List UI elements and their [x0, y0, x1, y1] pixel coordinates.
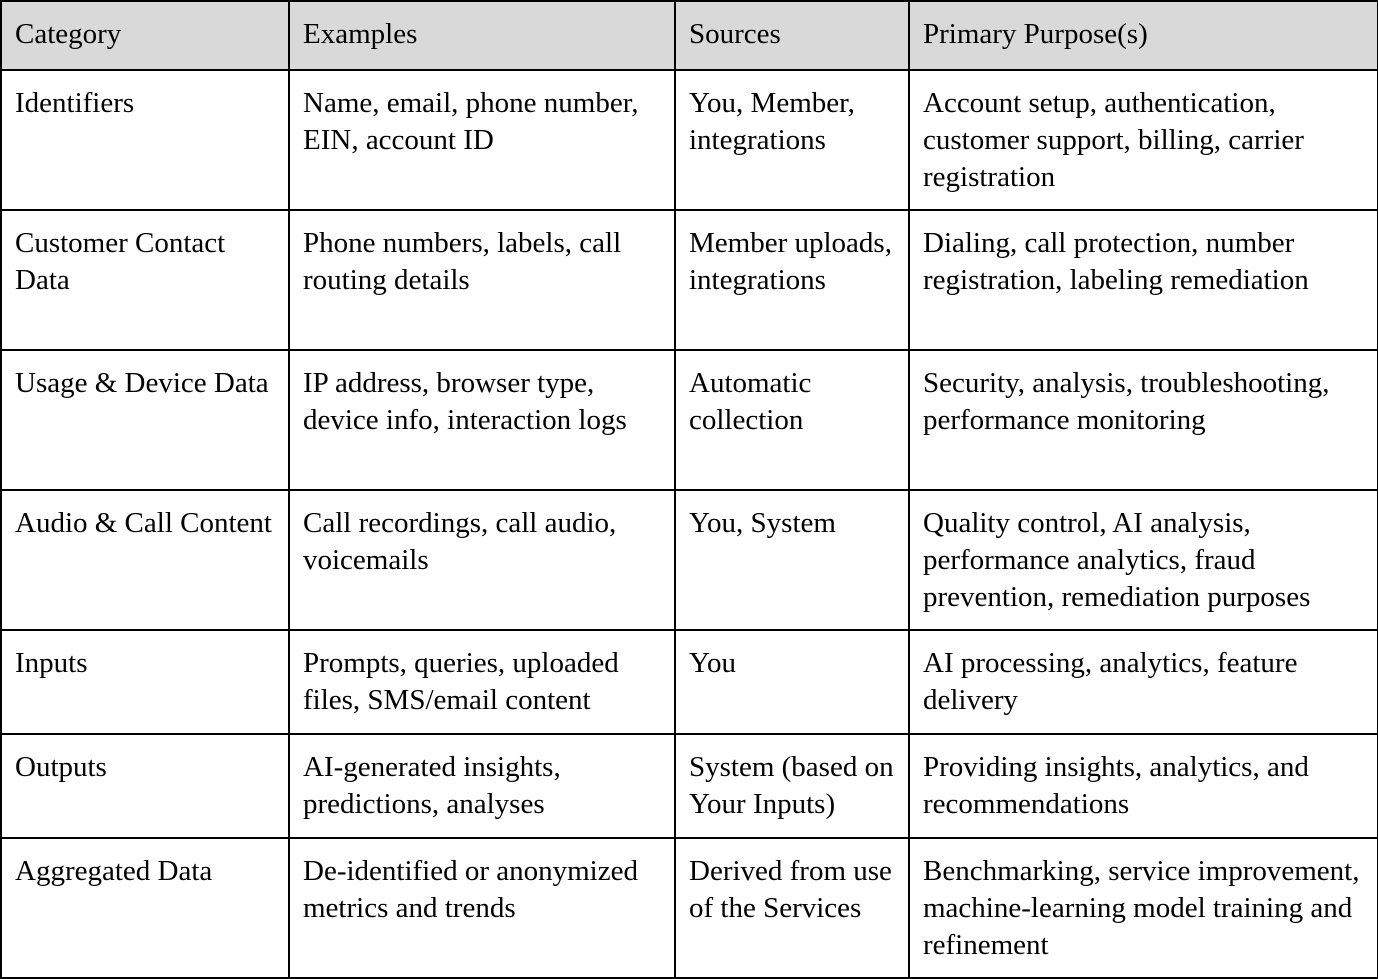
cell-sources: System (based on Your Inputs) — [675, 734, 909, 838]
header-category: Category — [1, 1, 289, 70]
cell-category: Aggregated Data — [1, 838, 289, 978]
cell-examples: Prompts, queries, uploaded files, SMS/email content — [289, 630, 675, 734]
cell-category: Identifiers — [1, 70, 289, 210]
table-body — [1, 70, 1378, 978]
cell-examples: Call recordings, call audio, voicemails — [289, 490, 675, 630]
cell-examples: De-identified or anonymized metrics and trends — [289, 838, 675, 978]
cell-category: Customer Contact Data — [1, 210, 289, 350]
header-examples: Examples — [289, 1, 675, 70]
table-row — [1, 838, 1378, 978]
cell-sources: Member uploads, integrations — [675, 210, 909, 350]
cell-sources: You, System — [675, 490, 909, 630]
cell-sources: Automatic collection — [675, 350, 909, 490]
table-row — [1, 70, 1378, 210]
table-header — [1, 1, 1378, 70]
cell-purpose: Quality control, AI analysis, performance analytics, fraud prevention, remediation purposes — [909, 490, 1378, 630]
cell-examples: IP address, browser type, device info, interaction logs — [289, 350, 675, 490]
cell-purpose: Benchmarking, service improvement, machine-learning model training and refinement — [909, 838, 1378, 978]
cell-category: Audio & Call Content — [1, 490, 289, 630]
cell-sources: Derived from use of the Services — [675, 838, 909, 978]
cell-purpose: Account setup, authentication, customer support, billing, carrier registration — [909, 70, 1378, 210]
cell-purpose: Security, analysis, troubleshooting, performance monitoring — [909, 350, 1378, 490]
header-primary-purpose: Primary Purpose(s) — [909, 1, 1378, 70]
cell-purpose: AI processing, analytics, feature delivery — [909, 630, 1378, 734]
table-row — [1, 350, 1378, 490]
cell-sources: You — [675, 630, 909, 734]
cell-examples: AI-generated insights, predictions, analyses — [289, 734, 675, 838]
cell-purpose: Providing insights, analytics, and recommendations — [909, 734, 1378, 838]
cell-category: Usage & Device Data — [1, 350, 289, 490]
table-row — [1, 734, 1378, 838]
header-row — [1, 1, 1378, 70]
table-row — [1, 490, 1378, 630]
cell-sources: You, Member, integrations — [675, 70, 909, 210]
header-sources: Sources — [675, 1, 909, 70]
table-row — [1, 630, 1378, 734]
cell-examples: Name, email, phone number, EIN, account ID — [289, 70, 675, 210]
cell-category: Inputs — [1, 630, 289, 734]
cell-category: Outputs — [1, 734, 289, 838]
cell-examples: Phone numbers, labels, call routing details — [289, 210, 675, 350]
table-row — [1, 210, 1378, 350]
cell-purpose: Dialing, call protection, number registration, labeling remediation — [909, 210, 1378, 350]
